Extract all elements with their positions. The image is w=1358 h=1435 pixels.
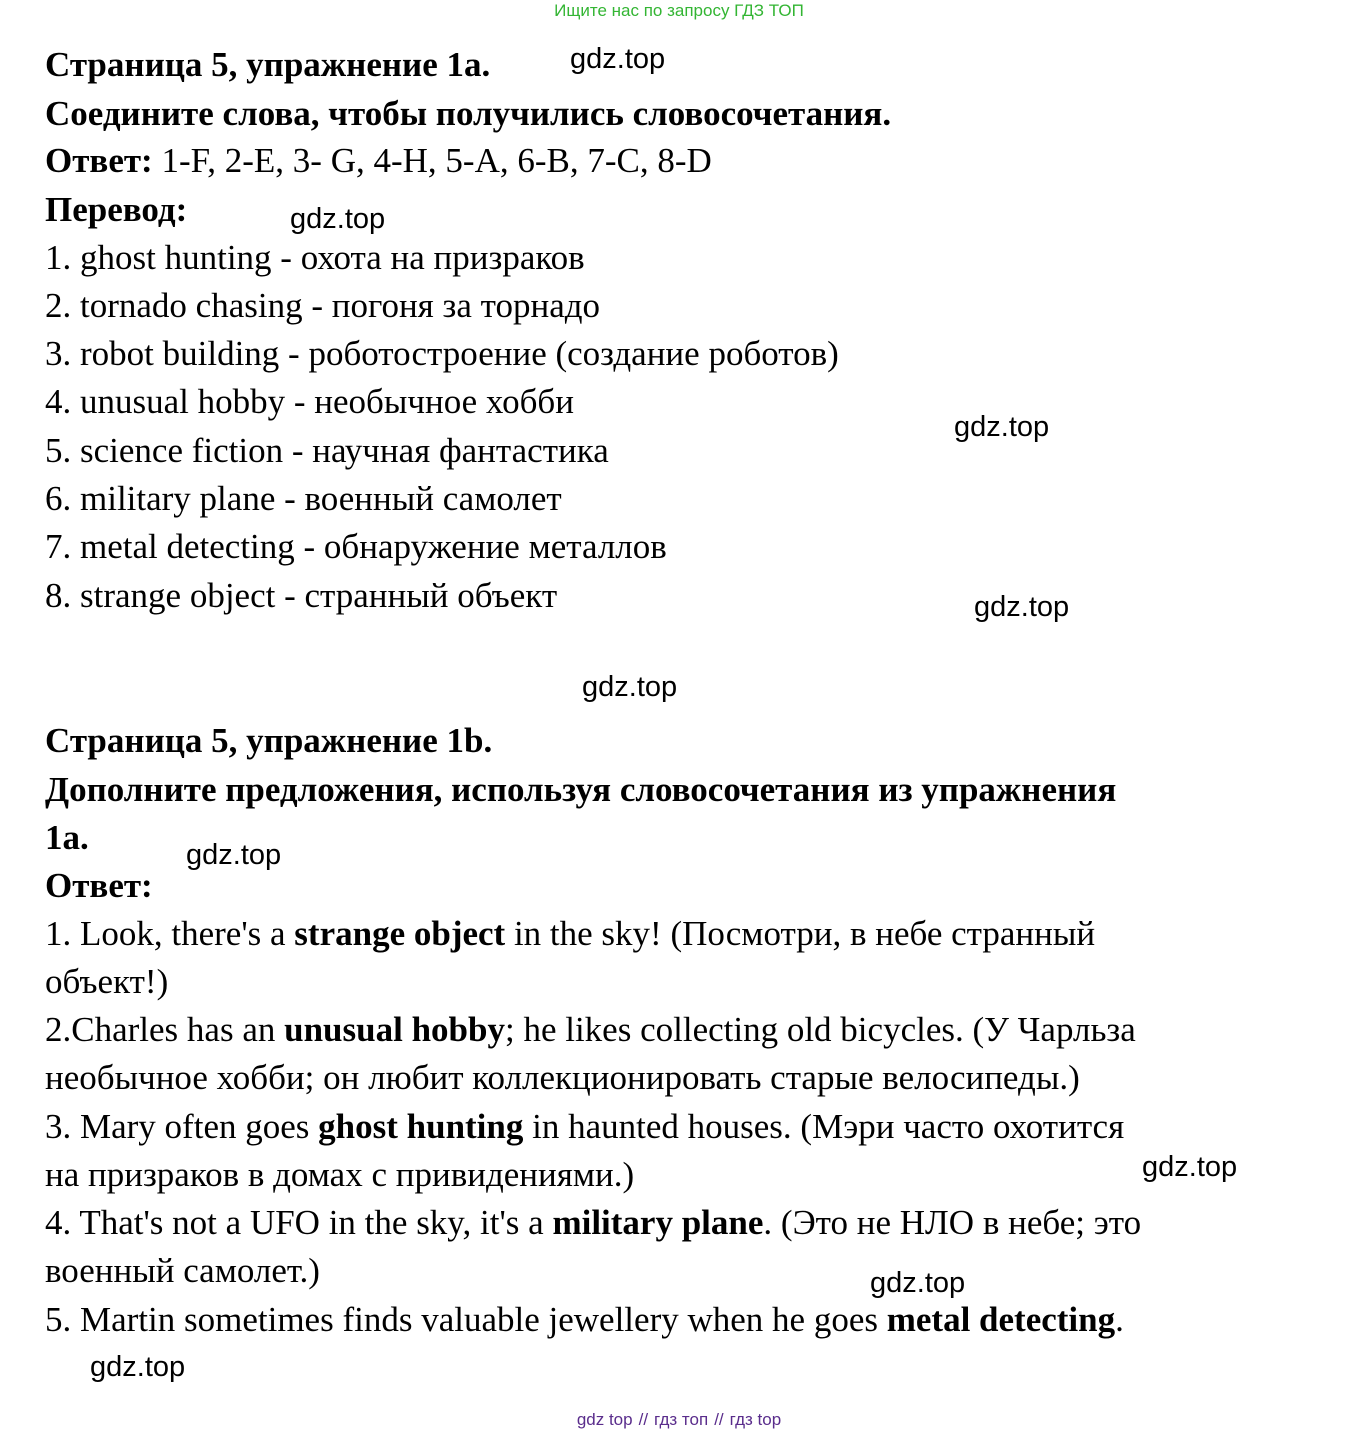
translation-item: 2. tornado chasing - погоня за торнадо [45,286,601,325]
translation-item: 7. metal detecting - обнаружение металлов [45,527,667,566]
sentence-text: in the sky! (Посмотри, в небе странный [505,914,1096,953]
section-b-task-line1: Дополните предложения, используя словосочетания из упражнения [45,770,1117,809]
sentence-phrase: military plane [552,1203,764,1242]
sentence-2 [45,1010,1136,1050]
sentence-3-line2: на призраков в домах с привидениями.) [45,1155,635,1194]
sentence-4-line2: военный самолет.) [45,1251,320,1290]
translation-item: 6. military plane - военный самолет [45,479,562,518]
translation-label: Перевод: [45,190,188,229]
answer-value: 1-F, 2-E, 3- G, 4-H, 5-A, 6-B, 7-C, 8-D [152,141,712,180]
section-a-task: Соедините слова, чтобы получились словосочетания. [45,94,892,133]
watermark: gdz.top [582,671,678,703]
section-a-title: Страница 5, упражнение 1a. [45,45,491,84]
footer-separator: // [714,1410,724,1429]
footer [0,1409,1358,1431]
top-banner: Ищите нас по запросу ГДЗ ТОП [554,1,804,20]
watermark: gdz.top [870,1267,966,1299]
footer-separator: // [638,1410,649,1429]
watermark: gdz.top [90,1351,186,1383]
watermark: gdz.top [570,43,666,75]
watermark: gdz.top [186,839,282,871]
answer-label: Ответ: [45,141,153,180]
watermark: gdz.top [290,203,386,235]
section-a-answer [45,141,712,181]
watermark: gdz.top [974,591,1070,623]
sentence-1-line2: объект!) [45,962,169,1001]
footer-link[interactable]: гдз top [729,1410,782,1429]
translation-item: 8. strange object - странный объект [45,576,558,615]
translation-item: 4. unusual hobby - необычное хобби [45,382,574,421]
sentence-2-line2: необычное хобби; он любит коллекционировать старые велосипеды.) [45,1058,1080,1097]
sentence-text: 2.Charles has an [45,1010,285,1049]
sentence-5 [45,1300,1124,1340]
footer-link[interactable]: гдз топ [654,1410,709,1429]
sentence-text: in haunted houses. (Мэри часто охотится [523,1107,1125,1146]
sentence-text: . (Это не НЛО в небе; это [763,1203,1142,1242]
sentence-text: 3. Mary often goes [45,1107,319,1146]
sentence-text: ; he likes collecting old bicycles. (У Чарльза [504,1010,1136,1049]
footer-link[interactable]: gdz top [576,1410,633,1429]
translation-item: 1. ghost hunting - охота на призраков [45,238,585,277]
watermark: gdz.top [954,411,1050,443]
section-b-title: Страница 5, упражнение 1b. [45,721,493,760]
sentence-text: 4. That's not a UFO in the sky, it's a [45,1203,553,1242]
sentence-1 [45,914,1095,954]
sentence-phrase: metal detecting [886,1300,1116,1339]
sentence-phrase: ghost hunting [318,1107,524,1146]
sentence-phrase: unusual hobby [284,1010,505,1049]
sentence-phrase: strange object [294,914,506,953]
sentence-text: . [1115,1300,1124,1339]
section-b-answer-label: Ответ: [45,866,153,905]
section-b-task-line2: 1a. [45,818,89,857]
sentence-3 [45,1107,1124,1147]
sentence-text: 5. Martin sometimes finds valuable jewellery when he goes [45,1300,887,1339]
translation-item: 3. robot building - роботостроение (создание роботов) [45,334,839,373]
sentence-4 [45,1203,1141,1243]
watermark: gdz.top [1142,1151,1238,1183]
sentence-text: 1. Look, there's a [45,914,295,953]
translation-item: 5. science fiction - научная фантастика [45,431,609,470]
